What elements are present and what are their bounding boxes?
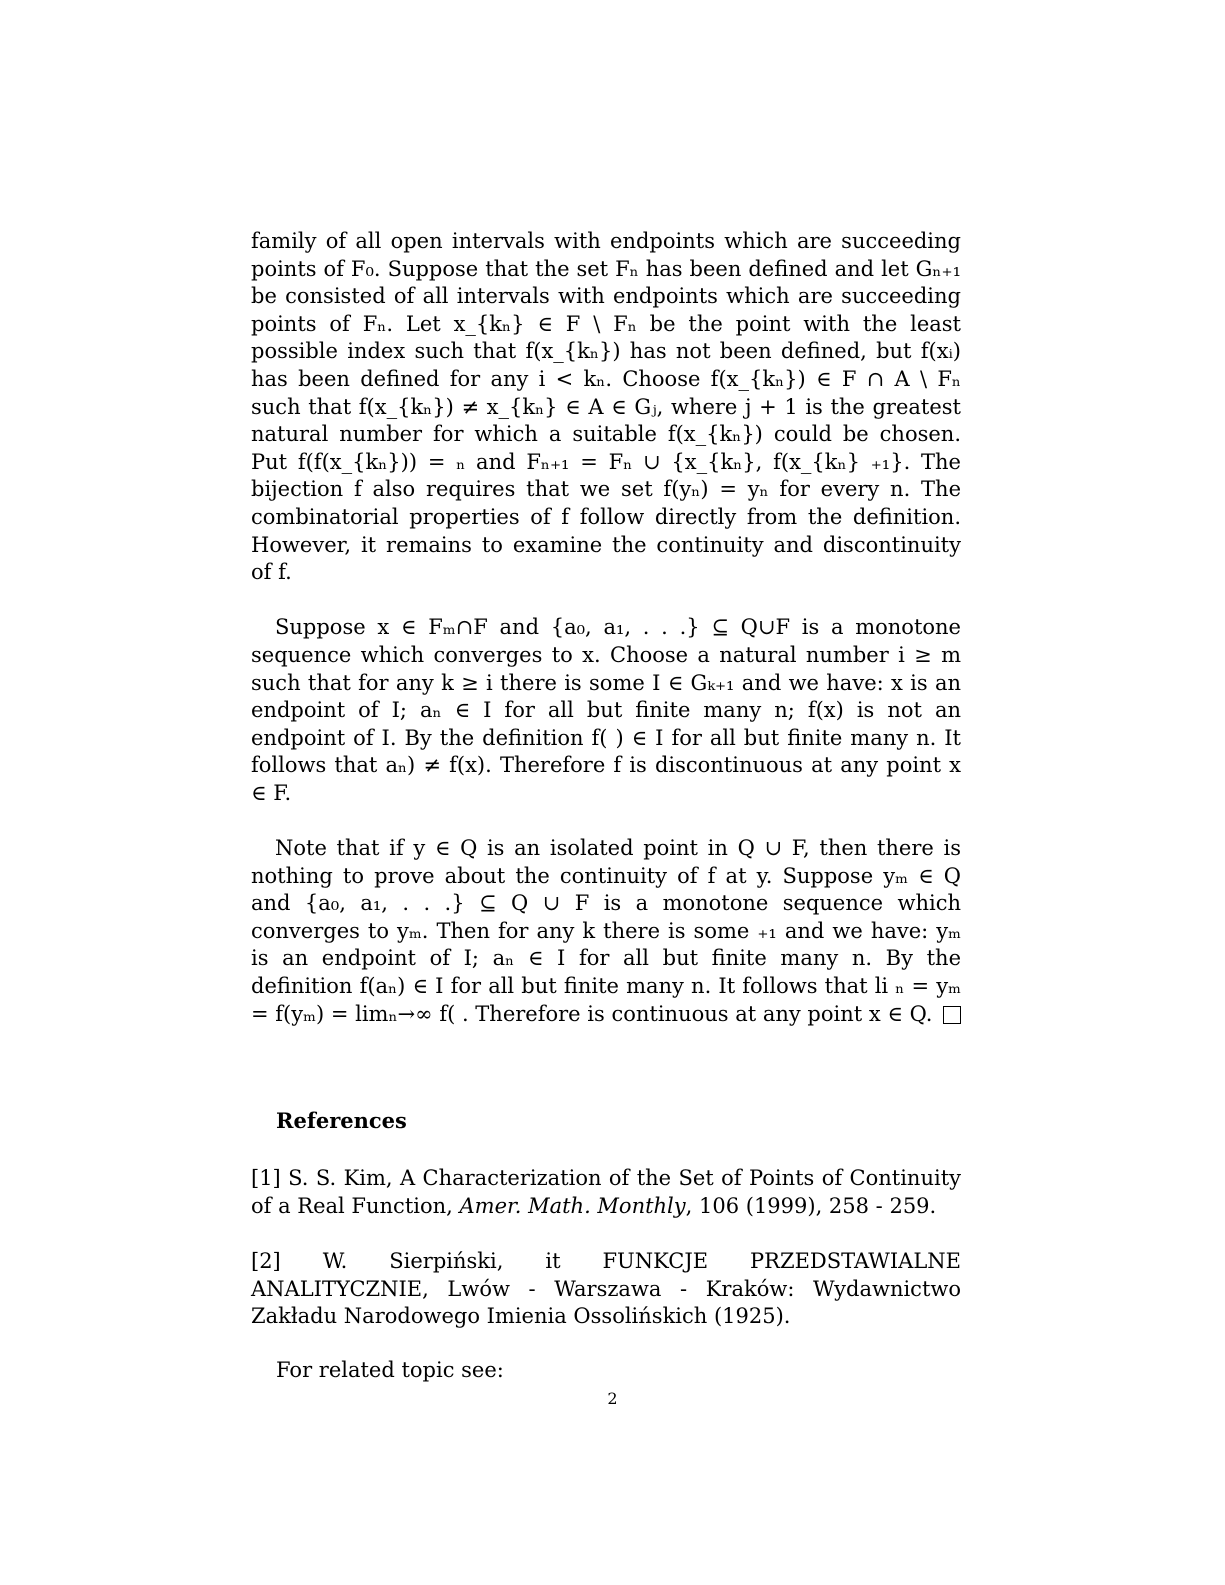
related-topic-line: For related topic see:: [276, 1358, 504, 1382]
paragraph-discontinuity: Suppose x ∈ Fₘ∩F and {a₀, a₁, . . .} ⊆ Q∪F is a monotone sequence which converges to x. Choose a natural number i ≥ m such that for any k ≥ i there is some I ∈ Gₖ₊₁ and we have: x is an endpoint of I; aₙ ∈ I for all but finite many n; f(x) is not an endpoint of I. By the definition f( ) ∈ I for all but finite many n. It follows that aₙ) ≠ f(x). Therefore f is discontinuous at any point x ∈ F.: [251, 615, 961, 805]
reference-2: [2] W. Sierpiński, it FUNKCJE PRZEDSTAWIALNE ANALITYCZNIE, Lwów - Warszawa - Kraków: Wydawnictwo Zakładu Narodowego Imienia Ossolińskich (1925).: [251, 1249, 961, 1329]
qed-icon: [943, 1006, 961, 1024]
paragraph-continuity: [251, 835, 961, 1028]
reference-1-journal: Amer. Math. Monthly: [459, 1193, 686, 1218]
paragraph-continuity-text: Note that if y ∈ Q is an isolated point in Q ∪ F, then there is nothing to prove about the continuity of f at y. Suppose yₘ ∈ Q and {a₀, a₁, . . .} ⊆ Q ∪ F is a monotone sequence which converges to yₘ. Then for any k there is some ₊₁ and we have: yₘ is an endpoint of I; aₙ ∈ I for all but finite many n. By the definition f(aₙ) ∈ I for all but finite many n. It follows that li ₙ = yₘ = f(yₘ) = limₙ→∞ f( . Therefore is continuous at any point x ∈ Q.: [251, 836, 961, 1026]
page-number: 2: [607, 1389, 618, 1408]
paragraph-construction: family of all open intervals with endpoints which are succeeding points of F₀. Suppose that the set Fₙ has been defined and let Gₙ₊₁ be consisted of all intervals with endpoints which are succeeding points of Fₙ. Let x_{kₙ} ∈ F \ Fₙ be the point with the least possible index such that f(x_{kₙ}) has not been defined, but f(xᵢ) has been defined for any i < kₙ. Choose f(x_{kₙ}) ∈ F ∩ A \ Fₙ such that f(x_{kₙ}) ≠ x_{kₙ} ∈ A ∈ Gⱼ, where j + 1 is the greatest natural number for which a suitable f(x_{kₙ}) could be chosen. Put f(f(x_{kₙ})) = ₙ and Fₙ₊₁ = Fₙ ∪ {x_{kₙ}, f(x_{kₙ} ₊₁}. The bijection f also requires that we set f(yₙ) = yₙ for every n. The combinatorial properties of f follow directly from the definition. However, it remains to examine the continuity and discontinuity of f.: [251, 229, 961, 585]
main-text: [251, 228, 961, 1028]
references-heading: References: [276, 1108, 407, 1133]
reference-1-suffix: , 106 (1999), 258 - 259.: [685, 1193, 937, 1218]
reference-1: [251, 1165, 961, 1220]
reference-1-prefix: [1] S. S. Kim, A Characterization of the Set of Points of Continuity of a Real Function,: [251, 1166, 961, 1218]
